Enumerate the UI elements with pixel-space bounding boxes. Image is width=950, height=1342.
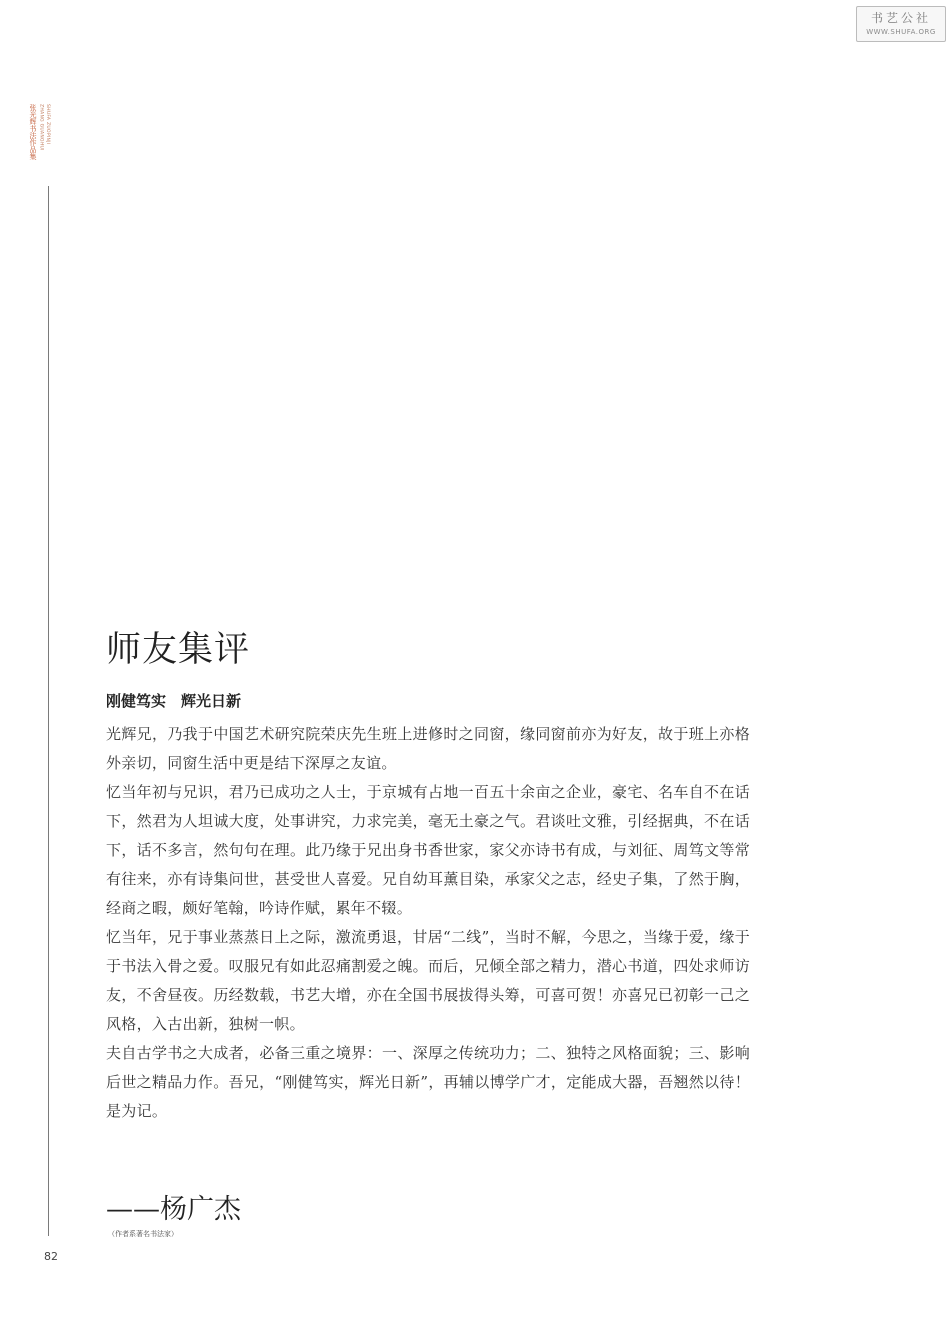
watermark-site-name: 书艺公社 [870, 11, 931, 25]
watermark-url: WWW.SHUFA.ORG [866, 28, 936, 36]
body-paragraph: 忆当年初与兄识，君乃已成功之人士，于京城有占地一百五十余亩之企业，豪宅、名车自不在话下，然君为人坦诚大度，处事讲究，力求完美，毫无土豪之气。君谈吐文雅，引经据典，不在话下，话不多言，然句句在理。此乃缘于兄出身书香世家，家父亦诗书有成，与刘征、周笃文等常有往来，亦有诗集问世，甚受世人喜爱。兄自幼耳薰目染，承家父之志，经史子集，了然于胸，经商之暇，颇好笔翰，吟诗作赋，累年不辍。 [106, 783, 750, 917]
article-subtitle: 刚健笃实 辉光日新 [106, 692, 242, 710]
spine-label [30, 104, 48, 180]
page-number: 82 [44, 1250, 58, 1263]
author-signature: ——杨广杰 [106, 1194, 241, 1225]
spine-title-cn: 张光辉书法作品集 [29, 104, 37, 160]
author-note: （作者系著名书法家） [108, 1230, 178, 1238]
spine-title-en-sub: SHUFA ZUOPINJI [45, 104, 50, 145]
margin-rule [48, 186, 49, 1236]
page-title: 师友集评 [106, 630, 251, 670]
body-paragraph: 光辉兄，乃我于中国艺术研究院荣庆先生班上进修时之同窗，缘同窗前亦为好友，故于班上亦格外亲切，同窗生活中更是结下深厚之友谊。 [106, 725, 750, 772]
body-paragraph: 忆当年，兄于事业蒸蒸日上之际，激流勇退，甘居“二线”，当时不解，今思之，当缘于爱，缘于于书法入骨之爱。叹服兄有如此忍痛割爱之魄。而后，兄倾全部之精力，潜心书道，四处求师访友，不舍昼夜。历经数载，书艺大增，亦在全国书展拔得头筹，可喜可贺！亦喜兄已初彰一己之风格，入古出新，独树一帜。 [106, 928, 750, 1033]
body-paragraph: 夫自古学书之大成者，必备三重之境界：一、深厚之传统功力；二、独特之风格面貌；三、影响后世之精品力作。吾兄，“刚健笃实，辉光日新”，再辅以博学广才，定能成大器，吾翘然以待！是为记。 [106, 1044, 750, 1120]
watermark-logo [856, 6, 946, 42]
article-body [106, 720, 750, 1126]
spine-title-en: ZHANG GUANGHUI [38, 104, 44, 151]
